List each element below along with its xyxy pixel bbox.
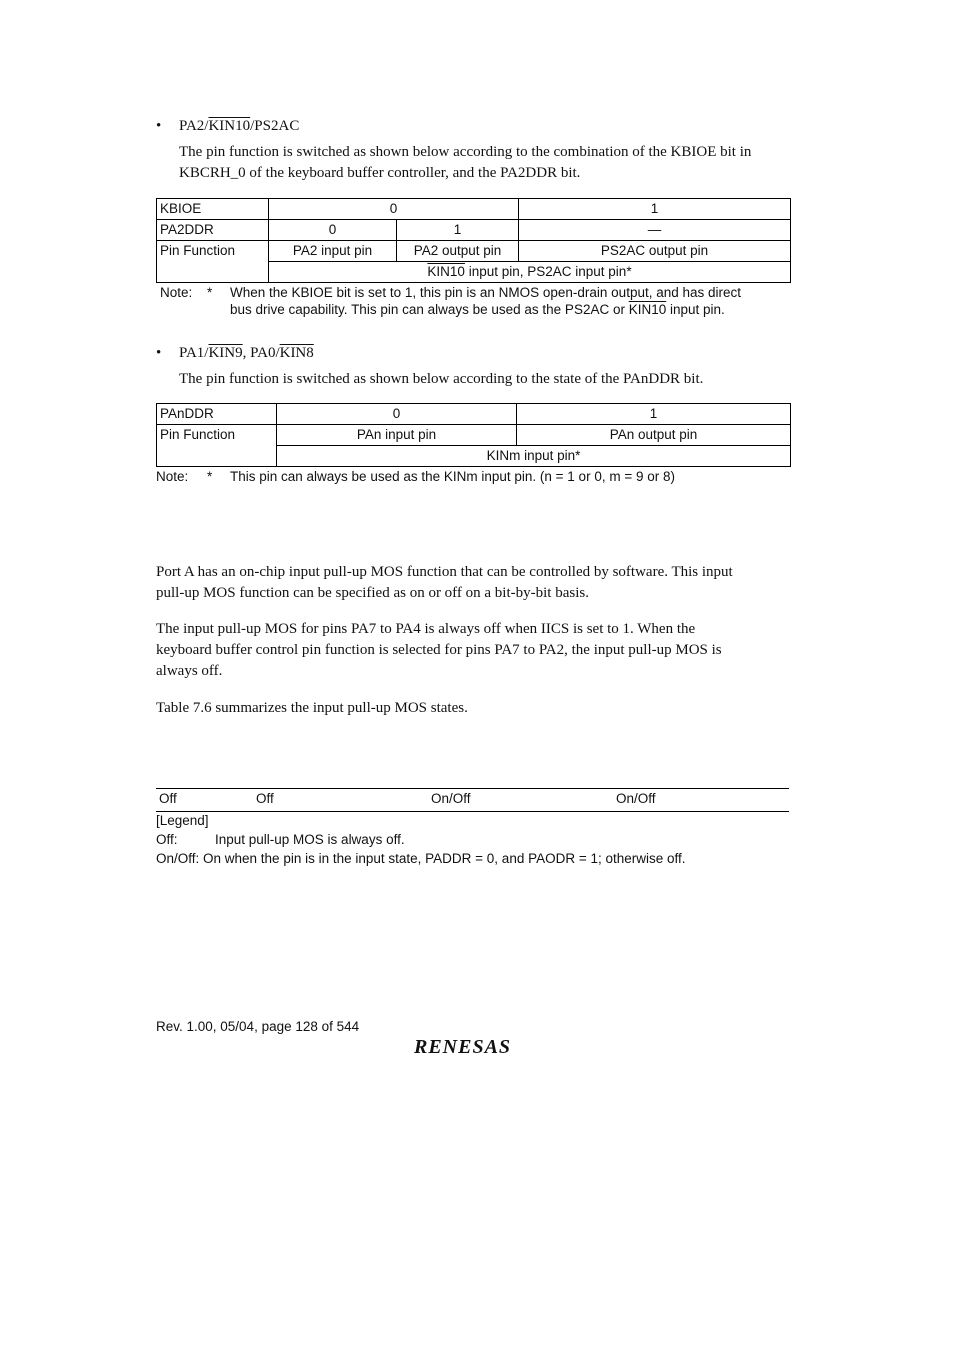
renesas-logo (413, 1035, 535, 1062)
table-cell: 1 (397, 220, 519, 241)
pin-heading-overlined: KIN10 (208, 118, 251, 134)
footnote-asterisk: * (626, 264, 632, 279)
cell-text: KINm input pin (486, 448, 576, 463)
legend-title: [Legend] (156, 813, 209, 828)
logo-text: RENESAS (414, 1036, 512, 1057)
table-cell: 0 (269, 199, 519, 220)
renesas-logo-mark (413, 1035, 535, 1057)
table-cell: Off (159, 791, 177, 806)
table-row (157, 404, 791, 425)
pin-heading-middle: , PA0/ (242, 345, 280, 361)
paragraph-line: pull-up MOS function can be specified as on or off on a bit-by-bit basis. (156, 585, 589, 601)
table-cell: 0 (277, 404, 517, 425)
paragraph-pullup-intro (156, 562, 796, 604)
note-line-pre: bus drive capability. This pin can always be used as the PS2AC or (230, 302, 629, 317)
pan-function-table (156, 403, 791, 467)
pin-heading-overlined: KIN8 (279, 345, 314, 361)
table-cell: KBIOE (157, 199, 269, 220)
legend-off-text: Input pull-up MOS is always off. (215, 832, 405, 847)
table-top-rule (156, 788, 789, 789)
note-line (230, 301, 800, 318)
footnote-asterisk: * (575, 448, 581, 463)
note-text-pa2 (230, 284, 800, 318)
overlined-signal: KIN10 (628, 302, 667, 317)
bullet-marker: • (156, 118, 162, 134)
table-cell: On/Off (616, 791, 656, 806)
table-cell: — (519, 220, 791, 241)
table-cell: PA2 output pin (397, 241, 519, 262)
table-row (157, 220, 791, 241)
paragraph-line: The input pull-up MOS for pins PA7 to PA4 is always off when IICS is set to 1. When the (156, 621, 696, 637)
table-row (157, 425, 791, 446)
table-cell (269, 262, 791, 283)
note-line-post: input pin. (666, 302, 725, 317)
pin-description-pan: The pin function is switched as shown below according to the state of the PAnDDR bit. (179, 371, 704, 387)
paragraph-line: keyboard buffer control pin function is selected for pins PA7 to PA2, the input pull-up MOS is (156, 642, 722, 658)
note-asterisk: * (207, 469, 213, 484)
table-bottom-rule (156, 811, 789, 812)
table-cell: PAn output pin (517, 425, 791, 446)
overlined-signal: KIN10 (427, 264, 465, 279)
table-cell: PA2DDR (157, 220, 269, 241)
pa2-function-table (156, 198, 791, 283)
table-cell: 0 (269, 220, 397, 241)
note-asterisk: * (207, 285, 213, 300)
pin-heading-suffix: /PS2AC (250, 118, 300, 134)
note-text-pan: This pin can always be used as the KINm input pin. (n = 1 or 0, m = 9 or 8) (230, 469, 675, 484)
note-label: Note: (156, 469, 189, 484)
paragraph-line: always off. (156, 663, 223, 679)
note-line: When the KBIOE bit is set to 1, this pin is an NMOS open-drain output, and has direct (230, 285, 742, 300)
table-row (157, 241, 791, 262)
description-line: KBCRH_0 of the keyboard buffer controller, and the PA2DDR bit. (179, 165, 581, 181)
bullet-marker: • (156, 345, 162, 361)
table-cell: 1 (519, 199, 791, 220)
table-cell: 1 (517, 404, 791, 425)
table-cell: Pin Function (157, 241, 269, 283)
table-row (157, 199, 791, 220)
cell-text: input pin, PS2AC input pin (464, 264, 627, 279)
note-label: Note: (160, 285, 193, 300)
pin-heading-overlined: KIN9 (208, 345, 243, 361)
table-cell: PA2 input pin (269, 241, 397, 262)
paragraph-table-reference: Table 7.6 summarizes the input pull-up MOS states. (156, 700, 468, 716)
pin-heading-pa2 (179, 118, 299, 135)
table-cell: PAn input pin (277, 425, 517, 446)
page-footer-revision: Rev. 1.00, 05/04, page 128 of 544 (156, 1019, 360, 1034)
table-cell: Pin Function (157, 425, 277, 467)
table-cell (277, 446, 791, 467)
pin-heading-prefix: PA1/ (179, 345, 209, 361)
description-line: The pin function is switched as shown below according to the combination of the KBIOE bit in (179, 144, 752, 160)
pin-heading-pa1-pa0 (179, 345, 314, 362)
table-cell: PS2AC output pin (519, 241, 791, 262)
legend-onoff-text: On/Off: On when the pin is in the input state, PADDR = 0, and PAODR = 1; otherwise off. (156, 851, 686, 866)
table-cell: PAnDDR (157, 404, 277, 425)
paragraph-line: Port A has an on-chip input pull-up MOS function that can be controlled by software. This input (156, 564, 733, 580)
pin-heading-prefix: PA2/ (179, 118, 209, 134)
table-cell: Off (256, 791, 274, 806)
paragraph-pullup-conditions (156, 619, 796, 682)
pin-description-pa2 (179, 142, 799, 184)
legend-off-label: Off: (156, 832, 178, 847)
table-cell: On/Off (431, 791, 471, 806)
